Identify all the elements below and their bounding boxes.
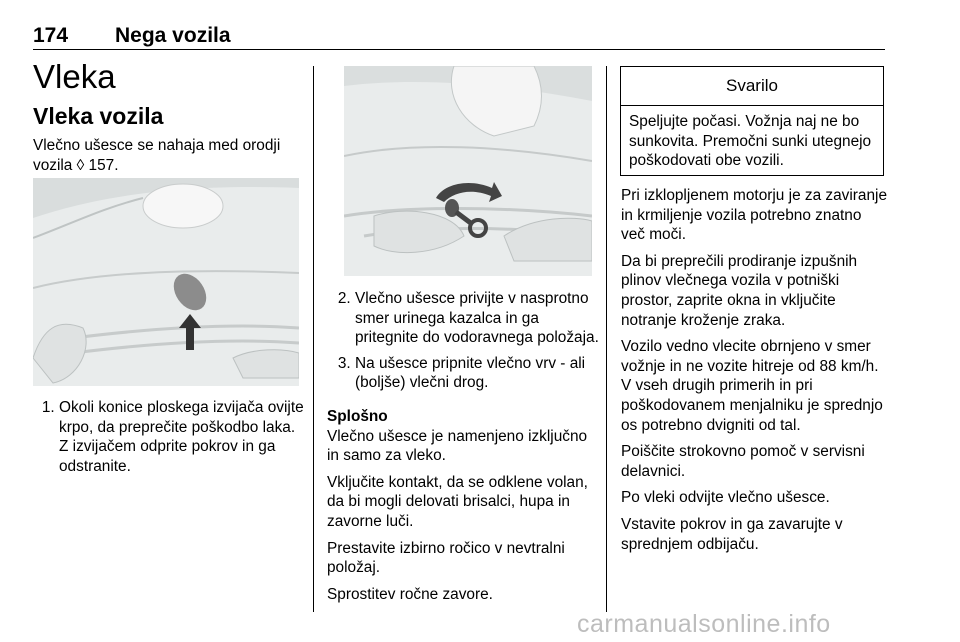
steps-list-1 bbox=[33, 398, 305, 482]
step-1: 1. Okoli konice ploskega izvijača ovijte krpo, da preprečite poškodbo laka. Z izvijačem odprite pokrov in ga odstranite. bbox=[59, 398, 305, 476]
general-paragraph-3: Prestavite izbirno ročico v nevtralni položaj. bbox=[327, 539, 565, 577]
warning-text: Speljujte počasi. Vožnja naj ne bo sunkovita. Premočni sunki utegnejo poškodovati obe vozili. bbox=[629, 113, 872, 170]
general-paragraph-4: Sprostitev ročne zavore. bbox=[327, 585, 493, 603]
warning-box bbox=[620, 66, 884, 176]
column-divider-2 bbox=[606, 66, 607, 612]
page-ref-link[interactable]: 157. bbox=[88, 156, 119, 174]
instruction-paragraph-1: Pri izklopljenem motorju je za zaviranje in krmiljenje vozila potrebno znatno več moči. bbox=[621, 187, 888, 244]
towing-eye-illustration bbox=[344, 66, 592, 276]
bumper-cover-illustration bbox=[33, 178, 299, 386]
instruction-paragraph-3: Vozilo vedno vlecite obrnjeno v smer vožnje in ne vozite hitreje od 88 km/h. V vseh drugih primerih in pri poškodovanem menjalniku je sprednjo os potrebno dvigniti od tal. bbox=[621, 338, 883, 434]
warning-title: Svarilo bbox=[621, 67, 883, 106]
page-ref-icon: ◊ bbox=[76, 156, 85, 174]
instruction-paragraph-6: Vstavite pokrov in ga zavarujte v sprednjem odbijaču. bbox=[621, 515, 843, 553]
towing-instructions bbox=[621, 186, 889, 561]
general-paragraph-2: Vključite kontakt, da se odklene volan, da bi mogli delovati brisalci, hupa in zavorne luči. bbox=[327, 473, 588, 530]
watermark: carmanualsonline.info bbox=[577, 610, 831, 638]
instruction-paragraph-4: Poiščite strokovno pomoč v servisni delavnici. bbox=[621, 443, 865, 480]
header-rule bbox=[33, 49, 885, 50]
section-title: Vleka bbox=[33, 58, 116, 95]
general-section bbox=[327, 407, 599, 611]
section-subtitle: Vleka vozila bbox=[33, 103, 164, 129]
page-number: 174 bbox=[33, 24, 69, 47]
instruction-paragraph-5: Po vleki odvijte vlečno ušesce. bbox=[621, 489, 830, 507]
instruction-paragraph-2: Da bi preprečili prodiranje izpušnih plinov vlečnega vozila v potniški prostor, zaprite okna in vključite notranje kroženje zraka. bbox=[621, 252, 858, 329]
chapter-title: Nega vozila bbox=[115, 24, 231, 47]
step-2: 2. Vlečno ušesce privijte v nasprotno smer urinega kazalca in ga pritegnite do vodoravnega položaja. bbox=[355, 289, 599, 348]
intro-text: Vlečno ušesce se nahaja med orodji vozila ◊ 157. bbox=[33, 137, 281, 174]
steps-list-2 bbox=[329, 289, 599, 399]
figure-bumper-cover bbox=[33, 178, 299, 386]
step-3: 3. Na ušesce pripnite vlečno vrv - ali (boljše) vlečni drog. bbox=[355, 354, 599, 393]
general-paragraph-1: Vlečno ušesce je namenjeno izključno in samo za vleko. bbox=[327, 427, 588, 465]
column-divider-1 bbox=[313, 66, 314, 612]
figure-towing-eye bbox=[344, 66, 592, 276]
general-heading: Splošno bbox=[327, 408, 388, 425]
